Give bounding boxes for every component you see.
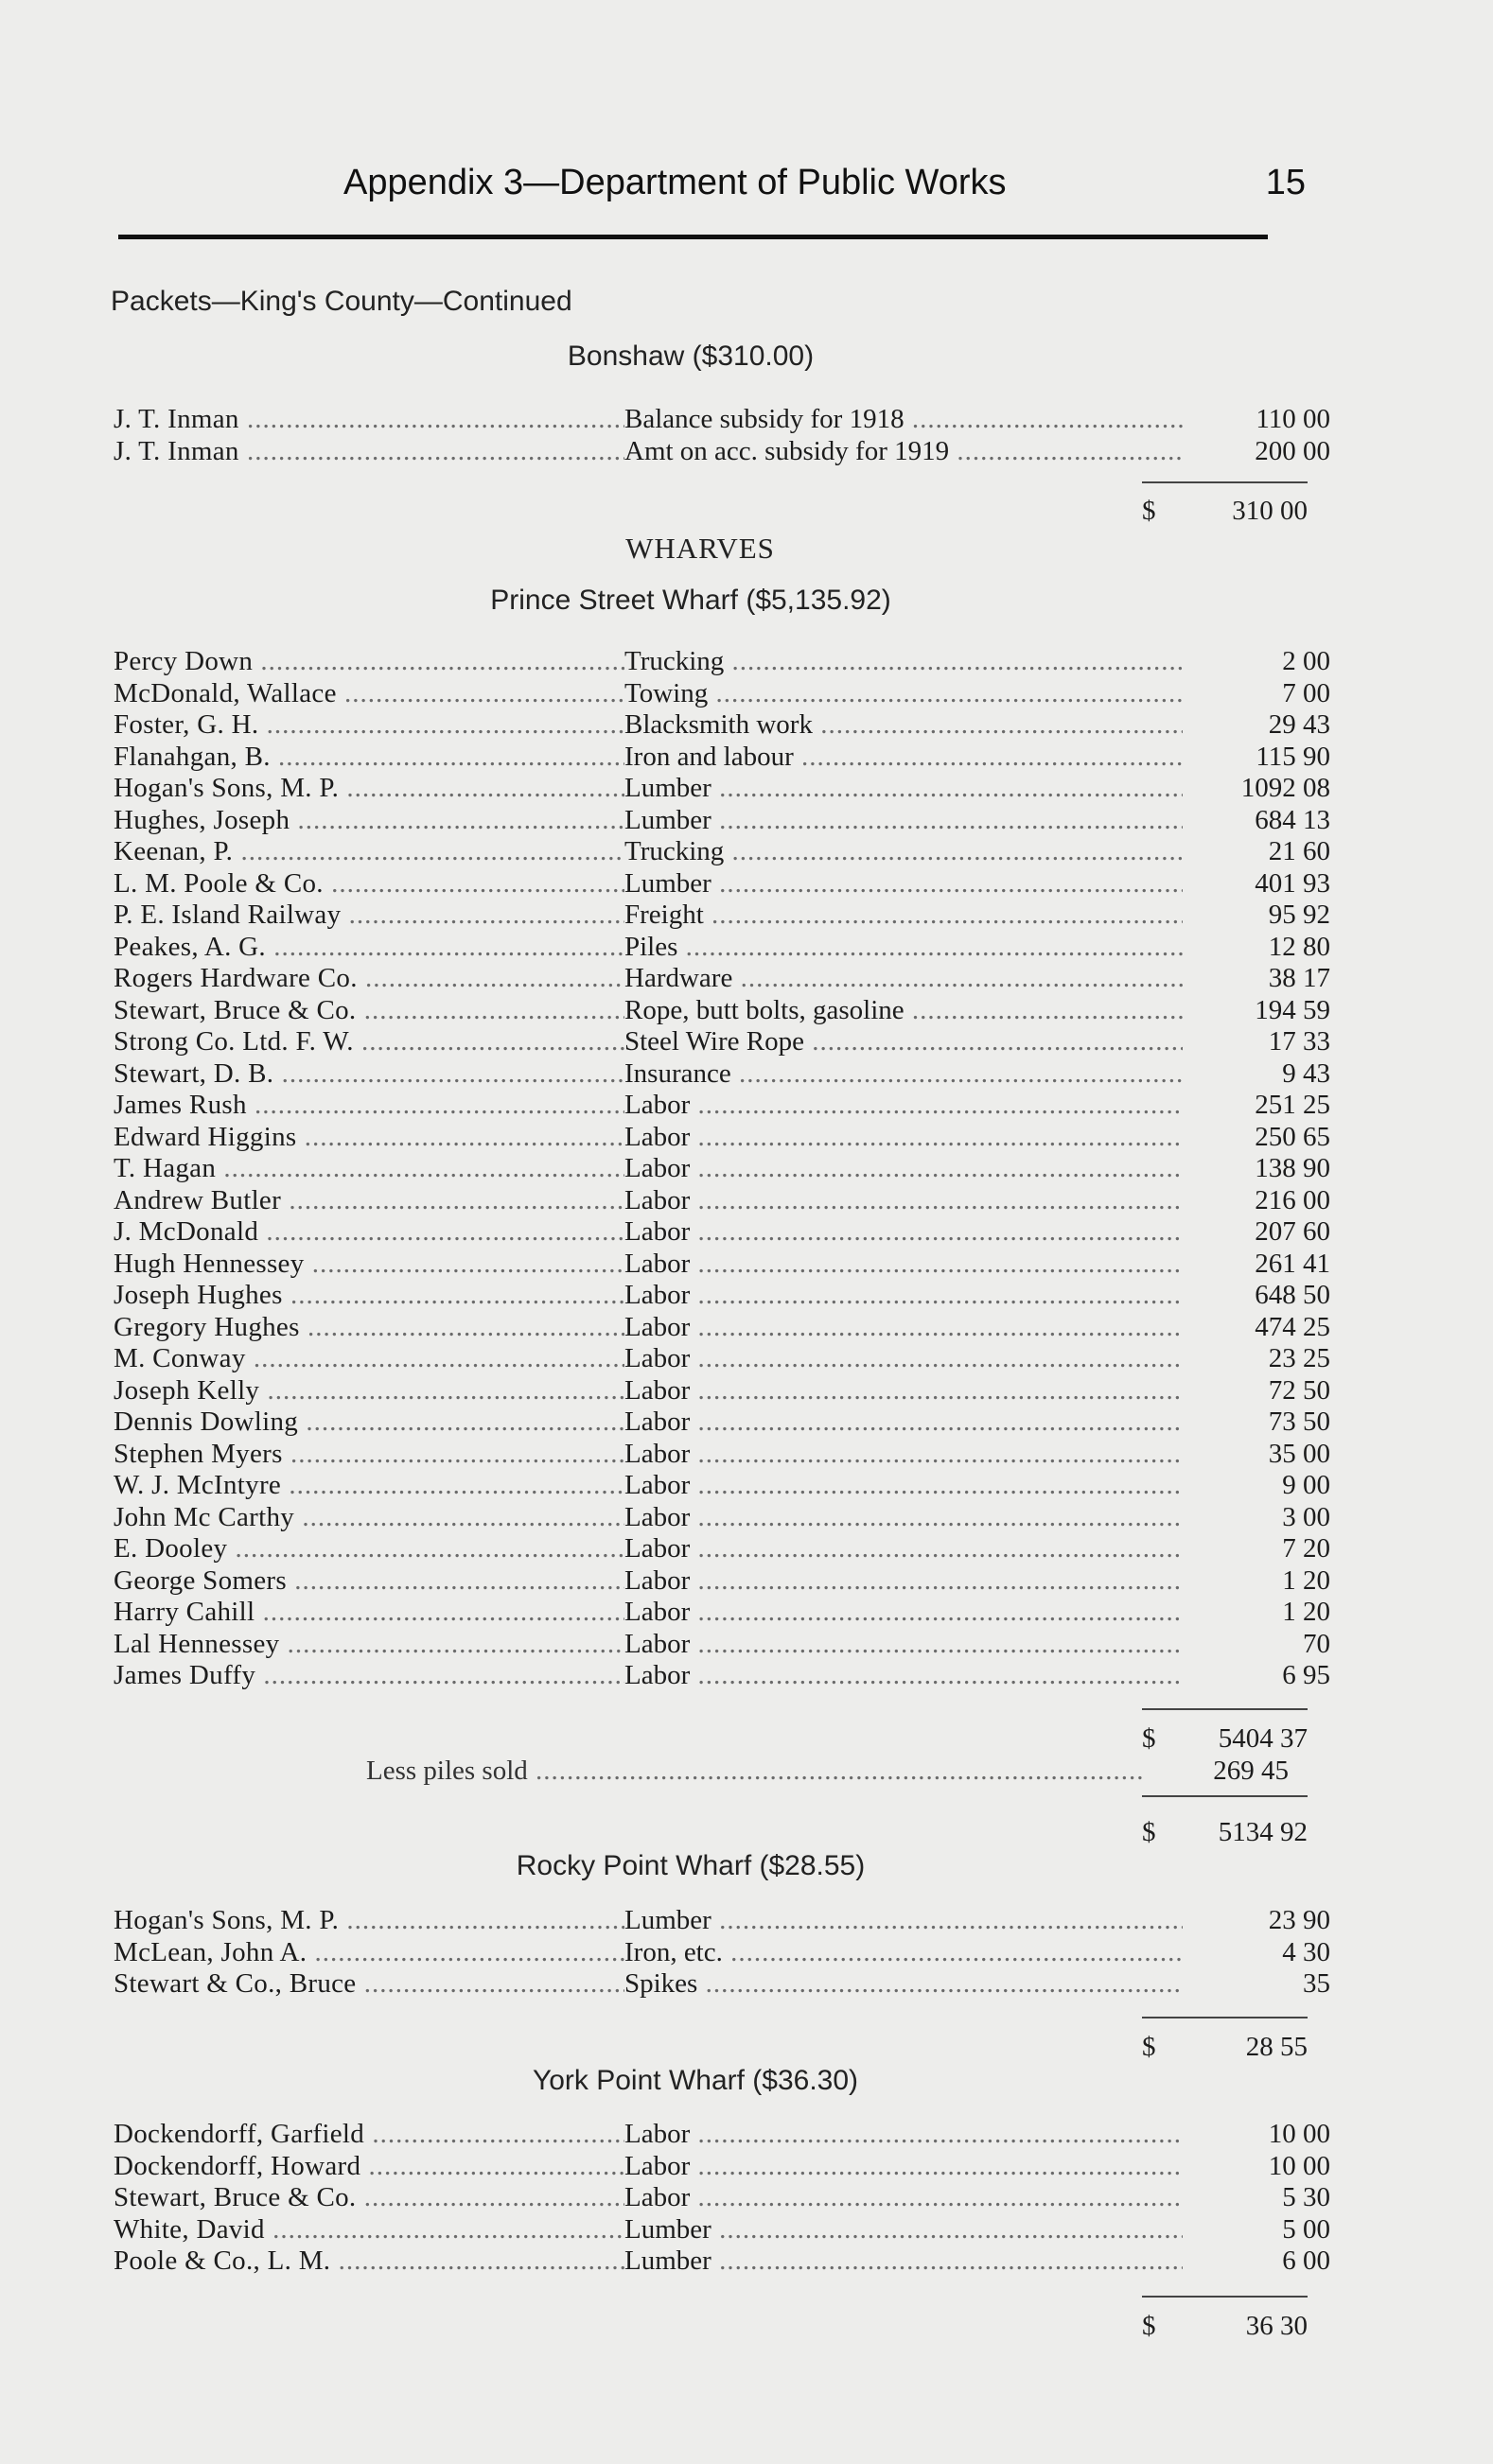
payee-name: P. E. Island Railway ..... [114,900,624,931]
item-description: Labor ..... [624,1153,1249,1184]
ledger-row [114,1280,1330,1312]
payee-name: J. T. Inman ..... [114,436,624,467]
ledger-row [114,2182,1330,2214]
bonshaw-title: Bonshaw ($310.00) [567,341,815,372]
header-rule [118,235,1268,239]
running-header [114,163,1306,210]
rocky-point-rows [114,1905,1330,2001]
ledger-row [114,1660,1330,1692]
payee-name: Stewart, D. B. ..... [114,1058,624,1090]
item-description: Lumber ..... [624,2214,1249,2246]
york-sum-rule [1142,2296,1308,2298]
bonshaw-sum-rule [1142,481,1308,483]
amount: 10 00 [1183,2119,1330,2150]
payee-name: Stewart, Bruce & Co. ..... [114,2182,624,2213]
ledger-row [114,741,1330,774]
payee-name: J. McDonald ..... [114,1216,624,1248]
section-label: Packets—King's County—Continued [111,286,572,317]
ledger-row [114,677,1330,710]
prince-street-rows [114,646,1330,1692]
ledger-row [114,1597,1330,1629]
amount: 1 20 [1183,1597,1330,1628]
amount: 73 50 [1183,1407,1330,1438]
york-point-rows [114,2119,1330,2278]
prince-street-title: Prince Street Wharf ($5,135.92) [490,585,891,616]
item-description: Trucking ..... [624,646,1249,677]
item-description: Blacksmith work ..... [624,709,1249,741]
item-description: Labor ..... [624,1185,1249,1216]
amount: 35 [1183,1968,1330,2000]
amount: 251 25 [1183,1090,1330,1121]
amount: 38 17 [1183,963,1330,994]
amount: 194 59 [1183,995,1330,1026]
payee-name: Flanahgan, B. ..... [114,742,624,773]
payee-name: W. J. McIntyre ..... [114,1470,624,1501]
item-description: Lumber ..... [624,868,1249,900]
item-description: Labor ..... [624,1343,1249,1374]
amount: 6 95 [1183,1660,1330,1691]
ledger-row [114,404,1330,436]
payee-name: Strong Co. Ltd. F. W. ..... [114,1026,624,1057]
dollar-sign: $ [1142,2032,1156,2062]
item-description: Iron, etc. ..... [624,1937,1249,1968]
ledger-row [114,1090,1330,1122]
payee-name: James Rush ..... [114,1090,624,1121]
payee-name: Hogan's Sons, M. P. ..... [114,773,624,804]
amount: 9 43 [1183,1058,1330,1090]
ledger-row [114,1311,1330,1344]
amount: 23 25 [1183,1343,1330,1374]
item-description: Labor ..... [624,2119,1249,2150]
wharves-heading: WHARVES [625,532,775,565]
payee-name: Stewart & Co., Bruce ..... [114,1968,624,2000]
payee-name: Dennis Dowling ..... [114,1407,624,1438]
item-description: Labor ..... [624,1122,1249,1153]
ledger-row [114,900,1330,932]
payee-name: Hugh Hennessey ..... [114,1249,624,1280]
ledger-row [114,804,1330,837]
ledger-row [114,2119,1330,2151]
amount: 10 00 [1183,2151,1330,2182]
item-description: Rope, butt bolts, gasoline ..... [624,995,1249,1026]
payee-name: Foster, G. H. ..... [114,709,624,741]
amount: 110 00 [1183,404,1330,435]
header-title: Appendix 3—Department of Public Works [343,163,1007,202]
item-description: Insurance ..... [624,1058,1249,1090]
amount: 35 00 [1183,1439,1330,1470]
payee-name: Percy Down ..... [114,646,624,677]
amount: 72 50 [1183,1375,1330,1407]
total-value: 5134 92 [1218,1817,1308,1847]
item-description: Labor ..... [624,1407,1249,1438]
payee-name: Dockendorff, Garfield ..... [114,2119,624,2150]
ledger-row [114,836,1330,868]
ledger-row [114,1153,1330,1185]
item-description: Labor ..... [624,1375,1249,1407]
dollar-sign: $ [1142,496,1156,526]
payee-name: Poole & Co., L. M. ..... [114,2246,624,2277]
item-description: Labor ..... [624,1312,1249,1343]
amount: 95 92 [1183,900,1330,931]
amount: 115 90 [1183,742,1330,773]
item-description: Labor ..... [624,1629,1249,1660]
payee-name: McLean, John A. ..... [114,1937,624,1968]
dollar-sign: $ [1142,2311,1156,2341]
payee-name: M. Conway ..... [114,1343,624,1374]
payee-name: E. Dooley ..... [114,1533,624,1564]
amount: 5 00 [1183,2214,1330,2246]
item-description: Freight ..... [624,900,1249,931]
ledger-row [114,1248,1330,1281]
item-description: Piles ..... [624,932,1249,963]
ledger-row [114,1968,1330,2001]
amount: 216 00 [1183,1185,1330,1216]
ledger-row [114,1470,1330,1502]
ledger-row [114,1905,1330,1937]
ledger-row [114,1407,1330,1439]
item-description: Labor ..... [624,1502,1249,1533]
amount: 200 00 [1183,436,1330,467]
ledger-row [114,1216,1330,1249]
ledger-row [114,1501,1330,1534]
amount: 207 60 [1183,1216,1330,1248]
amount: 17 33 [1183,1026,1330,1057]
payee-name: James Duffy ..... [114,1660,624,1691]
bonshaw-rows [114,404,1330,467]
payee-name: Joseph Kelly ..... [114,1375,624,1407]
payee-name: Rogers Hardware Co. ..... [114,963,624,994]
amount: 70 [1183,1629,1330,1660]
payee-name: Keenan, P. ..... [114,836,624,867]
ledger-row [114,1121,1330,1154]
ledger-row [114,2246,1330,2278]
ledger-row [114,1343,1330,1375]
item-description: Trucking ..... [624,836,1249,867]
item-description: Balance subsidy for 1918 ..... [624,404,1249,435]
amount: 261 41 [1183,1249,1330,1280]
ledger-row [114,1533,1330,1565]
amount: 7 20 [1183,1533,1330,1564]
subtotal-value: 5404 37 [1218,1723,1308,1754]
ledger-row [114,1026,1330,1058]
payee-name: McDonald, Wallace ..... [114,678,624,709]
item-description: Labor ..... [624,1090,1249,1121]
ledger-row [114,1438,1330,1471]
ledger-row [114,1628,1330,1661]
amount: 3 00 [1183,1502,1330,1533]
ledger-row [114,963,1330,995]
less-piles-amount: 269 45 [1144,1756,1289,1787]
dollar-sign: $ [1142,1817,1156,1847]
ledger-row [114,773,1330,805]
item-description: Labor ..... [624,1565,1249,1597]
item-description: Labor ..... [624,1597,1249,1628]
payee-name: Lal Hennessey ..... [114,1629,624,1660]
payee-name: L. M. Poole & Co. ..... [114,868,624,900]
payee-name: Hughes, Joseph ..... [114,805,624,836]
total-value: 310 00 [1232,496,1308,526]
dollar-sign: $ [1142,1723,1156,1754]
ledger-row [114,435,1330,468]
ledger-row [114,1184,1330,1217]
payee-name: Gregory Hughes ..... [114,1312,624,1343]
amount: 648 50 [1183,1280,1330,1311]
item-description: Lumber ..... [624,805,1249,836]
item-description: Spikes ..... [624,1968,1249,2000]
payee-name: John Mc Carthy ..... [114,1502,624,1533]
amount: 684 13 [1183,805,1330,836]
payee-name: J. T. Inman ..... [114,404,624,435]
york-point-title: York Point Wharf ($36.30) [532,2065,859,2096]
total-value: 28 55 [1245,2032,1308,2062]
amount: 21 60 [1183,836,1330,867]
amount: 138 90 [1183,1153,1330,1184]
payee-name: Andrew Butler ..... [114,1185,624,1216]
ledger-row [114,2213,1330,2246]
prince-sum-rule [1142,1708,1308,1710]
amount: 2 00 [1183,646,1330,677]
amount: 1 20 [1183,1565,1330,1597]
item-description: Hardware ..... [624,963,1249,994]
ledger-row [114,1564,1330,1598]
item-description: Lumber ..... [624,1905,1249,1936]
amount: 6 00 [1183,2246,1330,2277]
payee-name: Harry Cahill ..... [114,1597,624,1628]
item-description: Labor ..... [624,1216,1249,1248]
amount: 474 25 [1183,1312,1330,1343]
payee-name: White, David ..... [114,2214,624,2246]
payee-name: Joseph Hughes ..... [114,1280,624,1311]
ledger-row [114,2150,1330,2183]
payee-name: Dockendorff, Howard ..... [114,2151,624,2182]
payee-name: Edward Higgins ..... [114,1122,624,1153]
amount: 5 30 [1183,2182,1330,2213]
payee-name: Stephen Myers ..... [114,1439,624,1470]
ledger-row [114,867,1330,900]
ledger-row [114,994,1330,1027]
amount: 9 00 [1183,1470,1330,1501]
prince-total-rule [1142,1795,1308,1797]
payee-name: George Somers ..... [114,1565,624,1597]
item-description: Labor ..... [624,1533,1249,1564]
ledger-row [114,1374,1330,1407]
item-description: Steel Wire Rope ..... [624,1026,1249,1057]
amount: 250 65 [1183,1122,1330,1153]
ledger-row [114,646,1330,678]
amount: 4 30 [1183,1937,1330,1968]
rocky-sum-rule [1142,2017,1308,2018]
ledger-row [114,931,1330,964]
item-description: Labor ..... [624,1470,1249,1501]
item-description: Labor ..... [624,2151,1249,2182]
rocky-point-title: Rocky Point Wharf ($28.55) [516,1850,866,1881]
item-description: Amt on acc. subsidy for 1919 ..... [624,436,1249,467]
ledger-row [114,709,1330,742]
payee-name: Stewart, Bruce & Co. ..... [114,995,624,1026]
item-description: Iron and labour ..... [624,742,1249,773]
payee-name: Hogan's Sons, M. P. ..... [114,1905,624,1936]
ledger-row [114,1057,1330,1091]
item-description: Labor ..... [624,2182,1249,2213]
amount: 401 93 [1183,868,1330,900]
item-description: Towing ..... [624,678,1249,709]
amount: 1092 08 [1183,773,1330,804]
item-description: Lumber ..... [624,2246,1249,2277]
item-description: Lumber ..... [624,773,1249,804]
amount: 23 90 [1183,1905,1330,1936]
page-number: 15 [1265,163,1306,202]
item-description: Labor ..... [624,1249,1249,1280]
amount: 12 80 [1183,932,1330,963]
ledger-row [114,1936,1330,1969]
item-description: Labor ..... [624,1439,1249,1470]
amount: 7 00 [1183,678,1330,709]
payee-name: Peakes, A. G. ..... [114,932,624,963]
amount: 29 43 [1183,709,1330,741]
total-value: 36 30 [1245,2311,1308,2341]
item-description: Labor ..... [624,1660,1249,1691]
item-description: Labor ..... [624,1280,1249,1311]
payee-name: T. Hagan ..... [114,1153,624,1184]
less-piles-label: Less piles sold ..... [366,1756,1144,1787]
